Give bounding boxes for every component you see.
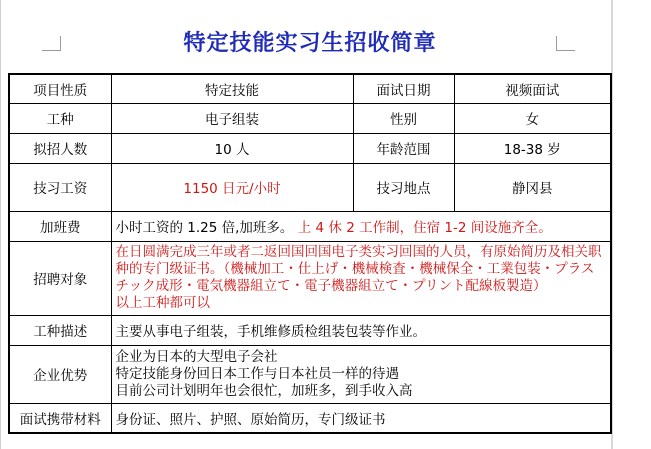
recruit-target-note: 以上工种都可以 xyxy=(115,295,210,311)
table-row-company-advantages xyxy=(9,345,611,403)
table-row-wage xyxy=(9,163,611,211)
table-row-interview-materials xyxy=(9,403,611,433)
company-advantage-1: 企业为日本的大型电子会社 xyxy=(115,348,278,365)
age-range-label: 年龄范围 xyxy=(353,133,454,163)
wage-label: 技习工资 xyxy=(9,163,111,211)
company-advantage-3: 目前公司计划明年也会很忙，加班多，到手收入高 xyxy=(115,382,413,399)
interview-materials-text: 身份证、照片、护照、原始简历，专门级证书 xyxy=(111,403,611,433)
gender-label: 性别 xyxy=(353,103,454,133)
wage-value: 1150 日元/小时 xyxy=(111,163,353,211)
table-row-recruit-target xyxy=(9,241,611,315)
table-row-job-type xyxy=(9,103,611,133)
job-description-text: 主要从事电子组装，手机维修质检组装包装等作业。 xyxy=(111,315,611,345)
project-nature-value: 特定技能 xyxy=(111,74,353,103)
recruitment-table xyxy=(8,73,612,434)
age-range-value: 18-38 岁 xyxy=(454,133,611,163)
headcount-value: 10 人 xyxy=(111,133,353,163)
document-title: 特定技能实习生招收简章 xyxy=(183,31,437,56)
company-advantages-text xyxy=(111,345,611,403)
interview-materials-label: 面试携带材料 xyxy=(9,403,111,433)
table-row-job-description xyxy=(9,315,611,345)
project-nature-label: 项目性质 xyxy=(9,74,111,103)
location-value: 静冈县 xyxy=(454,163,611,211)
table-row-headcount xyxy=(9,133,611,163)
recruit-target-requirements: 在日圆满完成三年或者二返回国回国电子类实习回国的人员，有原始简历及相关职种的专门级证书。（機械加工・仕上げ・機械検査・機械保全・工業包装・プラスチック成形・電気機器組立て・電子機器組立て・プリント配線板製造） xyxy=(115,244,602,294)
interview-date-value: 视频面试 xyxy=(454,74,611,103)
job-type-label: 工种 xyxy=(9,103,111,133)
job-description-label: 工种描述 xyxy=(9,315,111,345)
company-advantage-2: 特定技能身份回日本工作与日本社员一样的待遇 xyxy=(115,365,399,382)
overtime-text xyxy=(111,211,611,241)
interview-date-label: 面试日期 xyxy=(353,74,454,103)
page-left-edge xyxy=(0,0,1,449)
location-label: 技习地点 xyxy=(353,163,454,211)
overtime-schedule-text: 上 4 休 2 工作制，住宿 1-2 间设施齐全。 xyxy=(297,220,552,236)
job-type-value: 电子组装 xyxy=(111,103,353,133)
headcount-label: 拟招人数 xyxy=(9,133,111,163)
table-row-overtime xyxy=(9,211,611,241)
recruit-target-label: 招聘对象 xyxy=(9,241,111,315)
overtime-label: 加班费 xyxy=(9,211,111,241)
recruit-target-text xyxy=(111,241,611,315)
gender-value: 女 xyxy=(454,103,611,133)
overtime-rate-text: 小时工资的 1.25 倍,加班多。 xyxy=(115,220,294,236)
table-row-project-nature xyxy=(9,74,611,103)
company-advantages-label: 企业优势 xyxy=(9,345,111,403)
